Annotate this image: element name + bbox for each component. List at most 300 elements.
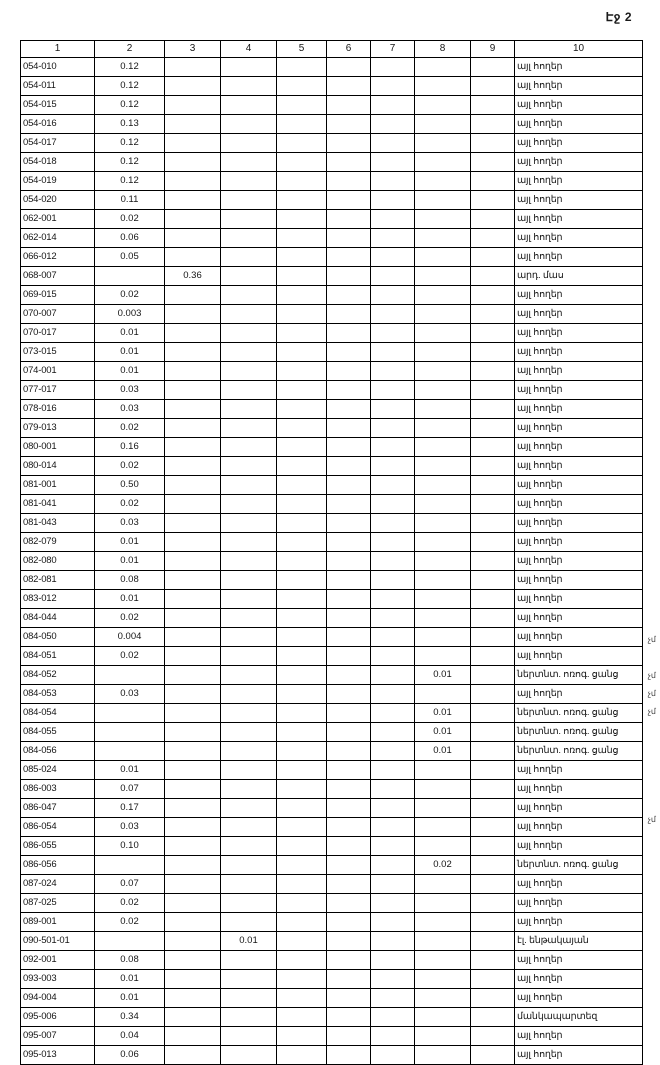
table-cell-col7 — [371, 856, 415, 875]
table-cell-col3 — [165, 286, 221, 305]
table-cell-col1: 095-013 — [21, 1046, 95, 1065]
table-cell-col9 — [471, 799, 515, 818]
table-cell-col1: 054-020 — [21, 191, 95, 210]
table-cell-col9 — [471, 609, 515, 628]
table-cell-col2: 0.03 — [95, 381, 165, 400]
table-cell-col9 — [471, 514, 515, 533]
table-cell-col7 — [371, 818, 415, 837]
table-cell-col6 — [327, 571, 371, 590]
table-cell-col6 — [327, 324, 371, 343]
table-cell-col3 — [165, 400, 221, 419]
column-header-7: 7 — [371, 41, 415, 58]
table-cell-col3 — [165, 77, 221, 96]
table-cell-col10: այլ հողեր — [515, 115, 643, 134]
table-cell-col1: 084-050 — [21, 628, 95, 647]
table-cell-col4 — [221, 761, 277, 780]
table-cell-col10: այլ հողեր — [515, 647, 643, 666]
table-cell-col1: 054-011 — [21, 77, 95, 96]
table-cell-col10: այլ հողեր — [515, 77, 643, 96]
table-cell-col6 — [327, 970, 371, 989]
table-cell-col6 — [327, 1008, 371, 1027]
table-cell-col4 — [221, 381, 277, 400]
table-cell-col10: այլ հողեր — [515, 780, 643, 799]
table-cell-col4 — [221, 989, 277, 1008]
table-cell-col2: 0.12 — [95, 58, 165, 77]
table-cell-col9 — [471, 248, 515, 267]
table-cell-col10: այլ հողեր — [515, 172, 643, 191]
table-cell-col2: 0.06 — [95, 1046, 165, 1065]
table-cell-col10: էլ. ենթակայան — [515, 932, 643, 951]
table-cell-col4 — [221, 172, 277, 191]
table-cell-col7 — [371, 609, 415, 628]
table-cell-col2: 0.02 — [95, 495, 165, 514]
table-cell-col2 — [95, 267, 165, 286]
table-cell-col5 — [277, 286, 327, 305]
table-cell-col5 — [277, 647, 327, 666]
table-cell-col7 — [371, 647, 415, 666]
table-cell-col2: 0.08 — [95, 571, 165, 590]
table-cell-col6 — [327, 400, 371, 419]
table-cell-col8 — [415, 305, 471, 324]
table-cell-col5 — [277, 628, 327, 647]
table-cell-col1: 054-018 — [21, 153, 95, 172]
table-cell-col8 — [415, 324, 471, 343]
table-cell-col10: այլ հողեր — [515, 248, 643, 267]
table-cell-col2: 0.34 — [95, 1008, 165, 1027]
table-cell-col1: 092-001 — [21, 951, 95, 970]
table-cell-col2: 0.16 — [95, 438, 165, 457]
table-cell-col7 — [371, 723, 415, 742]
table-cell-col1: 086-055 — [21, 837, 95, 856]
table-row — [21, 837, 643, 856]
table-cell-col5 — [277, 533, 327, 552]
table-cell-col9 — [471, 837, 515, 856]
table-cell-col7 — [371, 780, 415, 799]
table-cell-col1: 054-016 — [21, 115, 95, 134]
table-cell-col4 — [221, 856, 277, 875]
table-cell-col5 — [277, 58, 327, 77]
table-cell-col9 — [471, 286, 515, 305]
table-cell-col10: այլ հողեր — [515, 457, 643, 476]
table-cell-col10: այլ հողեր — [515, 514, 643, 533]
table-cell-col6 — [327, 77, 371, 96]
table-cell-col8 — [415, 780, 471, 799]
table-cell-col4 — [221, 191, 277, 210]
table-cell-col4 — [221, 400, 277, 419]
table-cell-col5 — [277, 932, 327, 951]
table-cell-col8: 0.01 — [415, 666, 471, 685]
table-row — [21, 172, 643, 191]
table-row — [21, 875, 643, 894]
table-cell-col1: 054-010 — [21, 58, 95, 77]
row-margin-note: չմ — [647, 707, 656, 716]
table-row — [21, 324, 643, 343]
table-cell-col10: ներտնտ. ոռոգ. ցանց — [515, 704, 643, 723]
table-cell-col7 — [371, 875, 415, 894]
table-cell-col10: արդ. մաս — [515, 267, 643, 286]
table-cell-col9 — [471, 1046, 515, 1065]
table-cell-col7 — [371, 799, 415, 818]
table-row — [21, 780, 643, 799]
table-cell-col2: 0.02 — [95, 457, 165, 476]
table-cell-col4 — [221, 115, 277, 134]
table-cell-col5 — [277, 666, 327, 685]
table-cell-col5 — [277, 818, 327, 837]
table-cell-col9 — [471, 723, 515, 742]
table-cell-col10: այլ հողեր — [515, 875, 643, 894]
table-cell-col6 — [327, 913, 371, 932]
table-cell-col8 — [415, 210, 471, 229]
table-cell-col5 — [277, 951, 327, 970]
table-cell-col4 — [221, 1046, 277, 1065]
table-cell-col4: 0.01 — [221, 932, 277, 951]
table-cell-col7 — [371, 932, 415, 951]
table-cell-col4 — [221, 970, 277, 989]
table-cell-col3 — [165, 419, 221, 438]
table-cell-col3 — [165, 970, 221, 989]
table-cell-col9 — [471, 894, 515, 913]
table-cell-col10: այլ հողեր — [515, 134, 643, 153]
table-cell-col5 — [277, 989, 327, 1008]
table-cell-col1: 081-001 — [21, 476, 95, 495]
table-cell-col10: այլ հողեր — [515, 343, 643, 362]
table-row — [21, 609, 643, 628]
table-cell-col7 — [371, 1046, 415, 1065]
table-cell-col2: 0.03 — [95, 685, 165, 704]
column-header-6: 6 — [327, 41, 371, 58]
table-cell-col4 — [221, 457, 277, 476]
table-cell-col7 — [371, 286, 415, 305]
table-cell-col1: 094-004 — [21, 989, 95, 1008]
table-cell-col3 — [165, 1008, 221, 1027]
table-cell-col6 — [327, 343, 371, 362]
table-cell-col2 — [95, 742, 165, 761]
table-cell-col9 — [471, 362, 515, 381]
table-cell-col5 — [277, 400, 327, 419]
table-cell-col4 — [221, 514, 277, 533]
table-cell-col3 — [165, 115, 221, 134]
table-cell-col5 — [277, 742, 327, 761]
table-cell-col7 — [371, 381, 415, 400]
table-cell-col1: 084-053 — [21, 685, 95, 704]
table-cell-col4 — [221, 590, 277, 609]
table-cell-col7 — [371, 590, 415, 609]
table-cell-col10: այլ հողեր — [515, 571, 643, 590]
table-cell-col6 — [327, 894, 371, 913]
table-row — [21, 457, 643, 476]
table-cell-col8 — [415, 115, 471, 134]
table-cell-col5 — [277, 685, 327, 704]
table-row — [21, 951, 643, 970]
table-cell-col10: այլ հողեր — [515, 818, 643, 837]
table-cell-col8 — [415, 438, 471, 457]
table-cell-col10: այլ հողեր — [515, 628, 643, 647]
table-cell-col2: 0.08 — [95, 951, 165, 970]
table-cell-col9 — [471, 229, 515, 248]
table-cell-col3 — [165, 704, 221, 723]
table-cell-col3 — [165, 780, 221, 799]
table-cell-col9 — [471, 419, 515, 438]
table-cell-col1: 086-054 — [21, 818, 95, 837]
table-cell-col10: այլ հողեր — [515, 609, 643, 628]
table-cell-col5 — [277, 571, 327, 590]
table-cell-col7 — [371, 552, 415, 571]
table-cell-col8 — [415, 77, 471, 96]
table-cell-col5 — [277, 780, 327, 799]
table-cell-col7 — [371, 970, 415, 989]
table-cell-col3 — [165, 362, 221, 381]
table-cell-col1: 081-041 — [21, 495, 95, 514]
table-cell-col2 — [95, 932, 165, 951]
table-cell-col5 — [277, 324, 327, 343]
table-cell-col10: ներտնտ. ոռոգ. ցանց — [515, 666, 643, 685]
table-cell-col2: 0.03 — [95, 818, 165, 837]
table-cell-col7 — [371, 1008, 415, 1027]
table-cell-col1: 054-019 — [21, 172, 95, 191]
table-cell-col1: 054-017 — [21, 134, 95, 153]
table-cell-col2: 0.01 — [95, 552, 165, 571]
table-cell-col2: 0.02 — [95, 419, 165, 438]
table-cell-col9 — [471, 172, 515, 191]
table-row — [21, 666, 643, 685]
table-row — [21, 894, 643, 913]
table-cell-col2: 0.07 — [95, 875, 165, 894]
table-cell-col7 — [371, 989, 415, 1008]
table-cell-col10: այլ հողեր — [515, 191, 643, 210]
table-cell-col5 — [277, 913, 327, 932]
table-cell-col4 — [221, 533, 277, 552]
table-cell-col9 — [471, 818, 515, 837]
land-registry-table-container — [20, 40, 642, 1065]
table-cell-col5 — [277, 1027, 327, 1046]
table-cell-col1: 070-007 — [21, 305, 95, 324]
table-row — [21, 305, 643, 324]
table-cell-col5 — [277, 590, 327, 609]
table-cell-col7 — [371, 761, 415, 780]
table-cell-col3 — [165, 533, 221, 552]
table-cell-col8 — [415, 248, 471, 267]
table-cell-col9 — [471, 590, 515, 609]
table-cell-col8 — [415, 457, 471, 476]
table-cell-col2: 0.01 — [95, 989, 165, 1008]
table-cell-col5 — [277, 894, 327, 913]
table-cell-col5 — [277, 723, 327, 742]
table-cell-col6 — [327, 837, 371, 856]
table-cell-col6 — [327, 191, 371, 210]
table-row — [21, 1027, 643, 1046]
table-cell-col1: 062-014 — [21, 229, 95, 248]
table-cell-col2: 0.01 — [95, 761, 165, 780]
table-cell-col6 — [327, 495, 371, 514]
table-cell-col8 — [415, 1027, 471, 1046]
table-cell-col10: այլ հողեր — [515, 552, 643, 571]
table-cell-col7 — [371, 267, 415, 286]
table-cell-col2: 0.02 — [95, 647, 165, 666]
table-cell-col3 — [165, 1027, 221, 1046]
table-cell-col2: 0.02 — [95, 609, 165, 628]
table-cell-col2: 0.10 — [95, 837, 165, 856]
table-cell-col5 — [277, 704, 327, 723]
table-cell-col7 — [371, 58, 415, 77]
table-cell-col9 — [471, 267, 515, 286]
table-row — [21, 381, 643, 400]
table-cell-col10: ներտնտ. ոռոգ. ցանց — [515, 723, 643, 742]
table-cell-col8 — [415, 267, 471, 286]
table-row — [21, 1008, 643, 1027]
table-cell-col9 — [471, 324, 515, 343]
table-cell-col6 — [327, 115, 371, 134]
table-cell-col1: 062-001 — [21, 210, 95, 229]
table-cell-col9 — [471, 457, 515, 476]
table-cell-col9 — [471, 96, 515, 115]
row-margin-note: չմ — [647, 671, 656, 680]
table-row — [21, 818, 643, 837]
table-cell-col9 — [471, 305, 515, 324]
table-cell-col9 — [471, 58, 515, 77]
table-cell-col6 — [327, 856, 371, 875]
table-cell-col8 — [415, 761, 471, 780]
table-cell-col7 — [371, 324, 415, 343]
table-cell-col8 — [415, 932, 471, 951]
table-cell-col8 — [415, 362, 471, 381]
table-row — [21, 96, 643, 115]
table-cell-col7 — [371, 96, 415, 115]
table-cell-col6 — [327, 1027, 371, 1046]
table-cell-col3 — [165, 799, 221, 818]
table-cell-col7 — [371, 476, 415, 495]
row-margin-note: չմ — [647, 635, 656, 644]
table-cell-col5 — [277, 191, 327, 210]
table-cell-col10: այլ հողեր — [515, 533, 643, 552]
table-cell-col8 — [415, 153, 471, 172]
table-cell-col8 — [415, 229, 471, 248]
column-header-3: 3 — [165, 41, 221, 58]
table-cell-col6 — [327, 742, 371, 761]
table-cell-col5 — [277, 438, 327, 457]
column-header-4: 4 — [221, 41, 277, 58]
table-row — [21, 153, 643, 172]
table-cell-col9 — [471, 856, 515, 875]
table-cell-col4 — [221, 153, 277, 172]
table-cell-col1: 087-024 — [21, 875, 95, 894]
table-cell-col1: 080-001 — [21, 438, 95, 457]
table-cell-col8 — [415, 970, 471, 989]
table-cell-col6 — [327, 552, 371, 571]
table-cell-col4 — [221, 96, 277, 115]
table-cell-col1: 087-025 — [21, 894, 95, 913]
table-cell-col6 — [327, 932, 371, 951]
table-cell-col4 — [221, 818, 277, 837]
table-cell-col5 — [277, 552, 327, 571]
table-cell-col10: այլ հողեր — [515, 153, 643, 172]
table-cell-col3 — [165, 58, 221, 77]
table-cell-col4 — [221, 1008, 277, 1027]
table-cell-col5 — [277, 476, 327, 495]
table-cell-col8 — [415, 381, 471, 400]
table-cell-col10: այլ հողեր — [515, 894, 643, 913]
table-cell-col10: այլ հողեր — [515, 305, 643, 324]
table-cell-col4 — [221, 324, 277, 343]
table-cell-col6 — [327, 476, 371, 495]
table-cell-col10: այլ հողեր — [515, 210, 643, 229]
table-cell-col2: 0.50 — [95, 476, 165, 495]
table-cell-col9 — [471, 704, 515, 723]
table-cell-col9 — [471, 343, 515, 362]
table-cell-col4 — [221, 799, 277, 818]
table-cell-col1: 068-007 — [21, 267, 95, 286]
table-row — [21, 970, 643, 989]
table-cell-col6 — [327, 172, 371, 191]
table-cell-col3 — [165, 837, 221, 856]
table-cell-col5 — [277, 153, 327, 172]
table-cell-col9 — [471, 134, 515, 153]
table-cell-col1: 086-003 — [21, 780, 95, 799]
table-cell-col2: 0.02 — [95, 894, 165, 913]
table-cell-col7 — [371, 495, 415, 514]
table-cell-col2: 0.13 — [95, 115, 165, 134]
table-cell-col2: 0.02 — [95, 210, 165, 229]
table-cell-col8 — [415, 913, 471, 932]
table-cell-col7 — [371, 134, 415, 153]
table-cell-col8 — [415, 685, 471, 704]
table-row — [21, 419, 643, 438]
table-cell-col9 — [471, 989, 515, 1008]
table-cell-col7 — [371, 438, 415, 457]
table-cell-col3 — [165, 514, 221, 533]
table-cell-col7 — [371, 913, 415, 932]
table-cell-col4 — [221, 609, 277, 628]
table-cell-col9 — [471, 77, 515, 96]
table-cell-col3 — [165, 856, 221, 875]
table-cell-col8 — [415, 172, 471, 191]
table-cell-col6 — [327, 761, 371, 780]
table-cell-col1: 084-055 — [21, 723, 95, 742]
table-cell-col3 — [165, 210, 221, 229]
table-cell-col3 — [165, 324, 221, 343]
table-cell-col5 — [277, 799, 327, 818]
table-cell-col3 — [165, 761, 221, 780]
table-cell-col6 — [327, 305, 371, 324]
table-cell-col8 — [415, 419, 471, 438]
table-cell-col7 — [371, 172, 415, 191]
table-cell-col9 — [471, 742, 515, 761]
table-cell-col1: 081-043 — [21, 514, 95, 533]
table-cell-col1: 085-024 — [21, 761, 95, 780]
table-cell-col7 — [371, 742, 415, 761]
table-cell-col9 — [471, 552, 515, 571]
table-cell-col4 — [221, 210, 277, 229]
table-cell-col3 — [165, 932, 221, 951]
table-row — [21, 913, 643, 932]
table-row — [21, 286, 643, 305]
table-cell-col10: այլ հողեր — [515, 476, 643, 495]
table-cell-col8 — [415, 989, 471, 1008]
table-cell-col8 — [415, 799, 471, 818]
table-row — [21, 362, 643, 381]
table-cell-col9 — [471, 761, 515, 780]
table-cell-col3 — [165, 723, 221, 742]
table-cell-col6 — [327, 609, 371, 628]
row-margin-note: չմ — [647, 689, 656, 698]
table-cell-col4 — [221, 647, 277, 666]
table-cell-col7 — [371, 419, 415, 438]
table-cell-col6 — [327, 875, 371, 894]
table-cell-col4 — [221, 837, 277, 856]
table-cell-col6 — [327, 685, 371, 704]
table-cell-col9 — [471, 1008, 515, 1027]
table-cell-col1: 066-012 — [21, 248, 95, 267]
table-cell-col3 — [165, 495, 221, 514]
